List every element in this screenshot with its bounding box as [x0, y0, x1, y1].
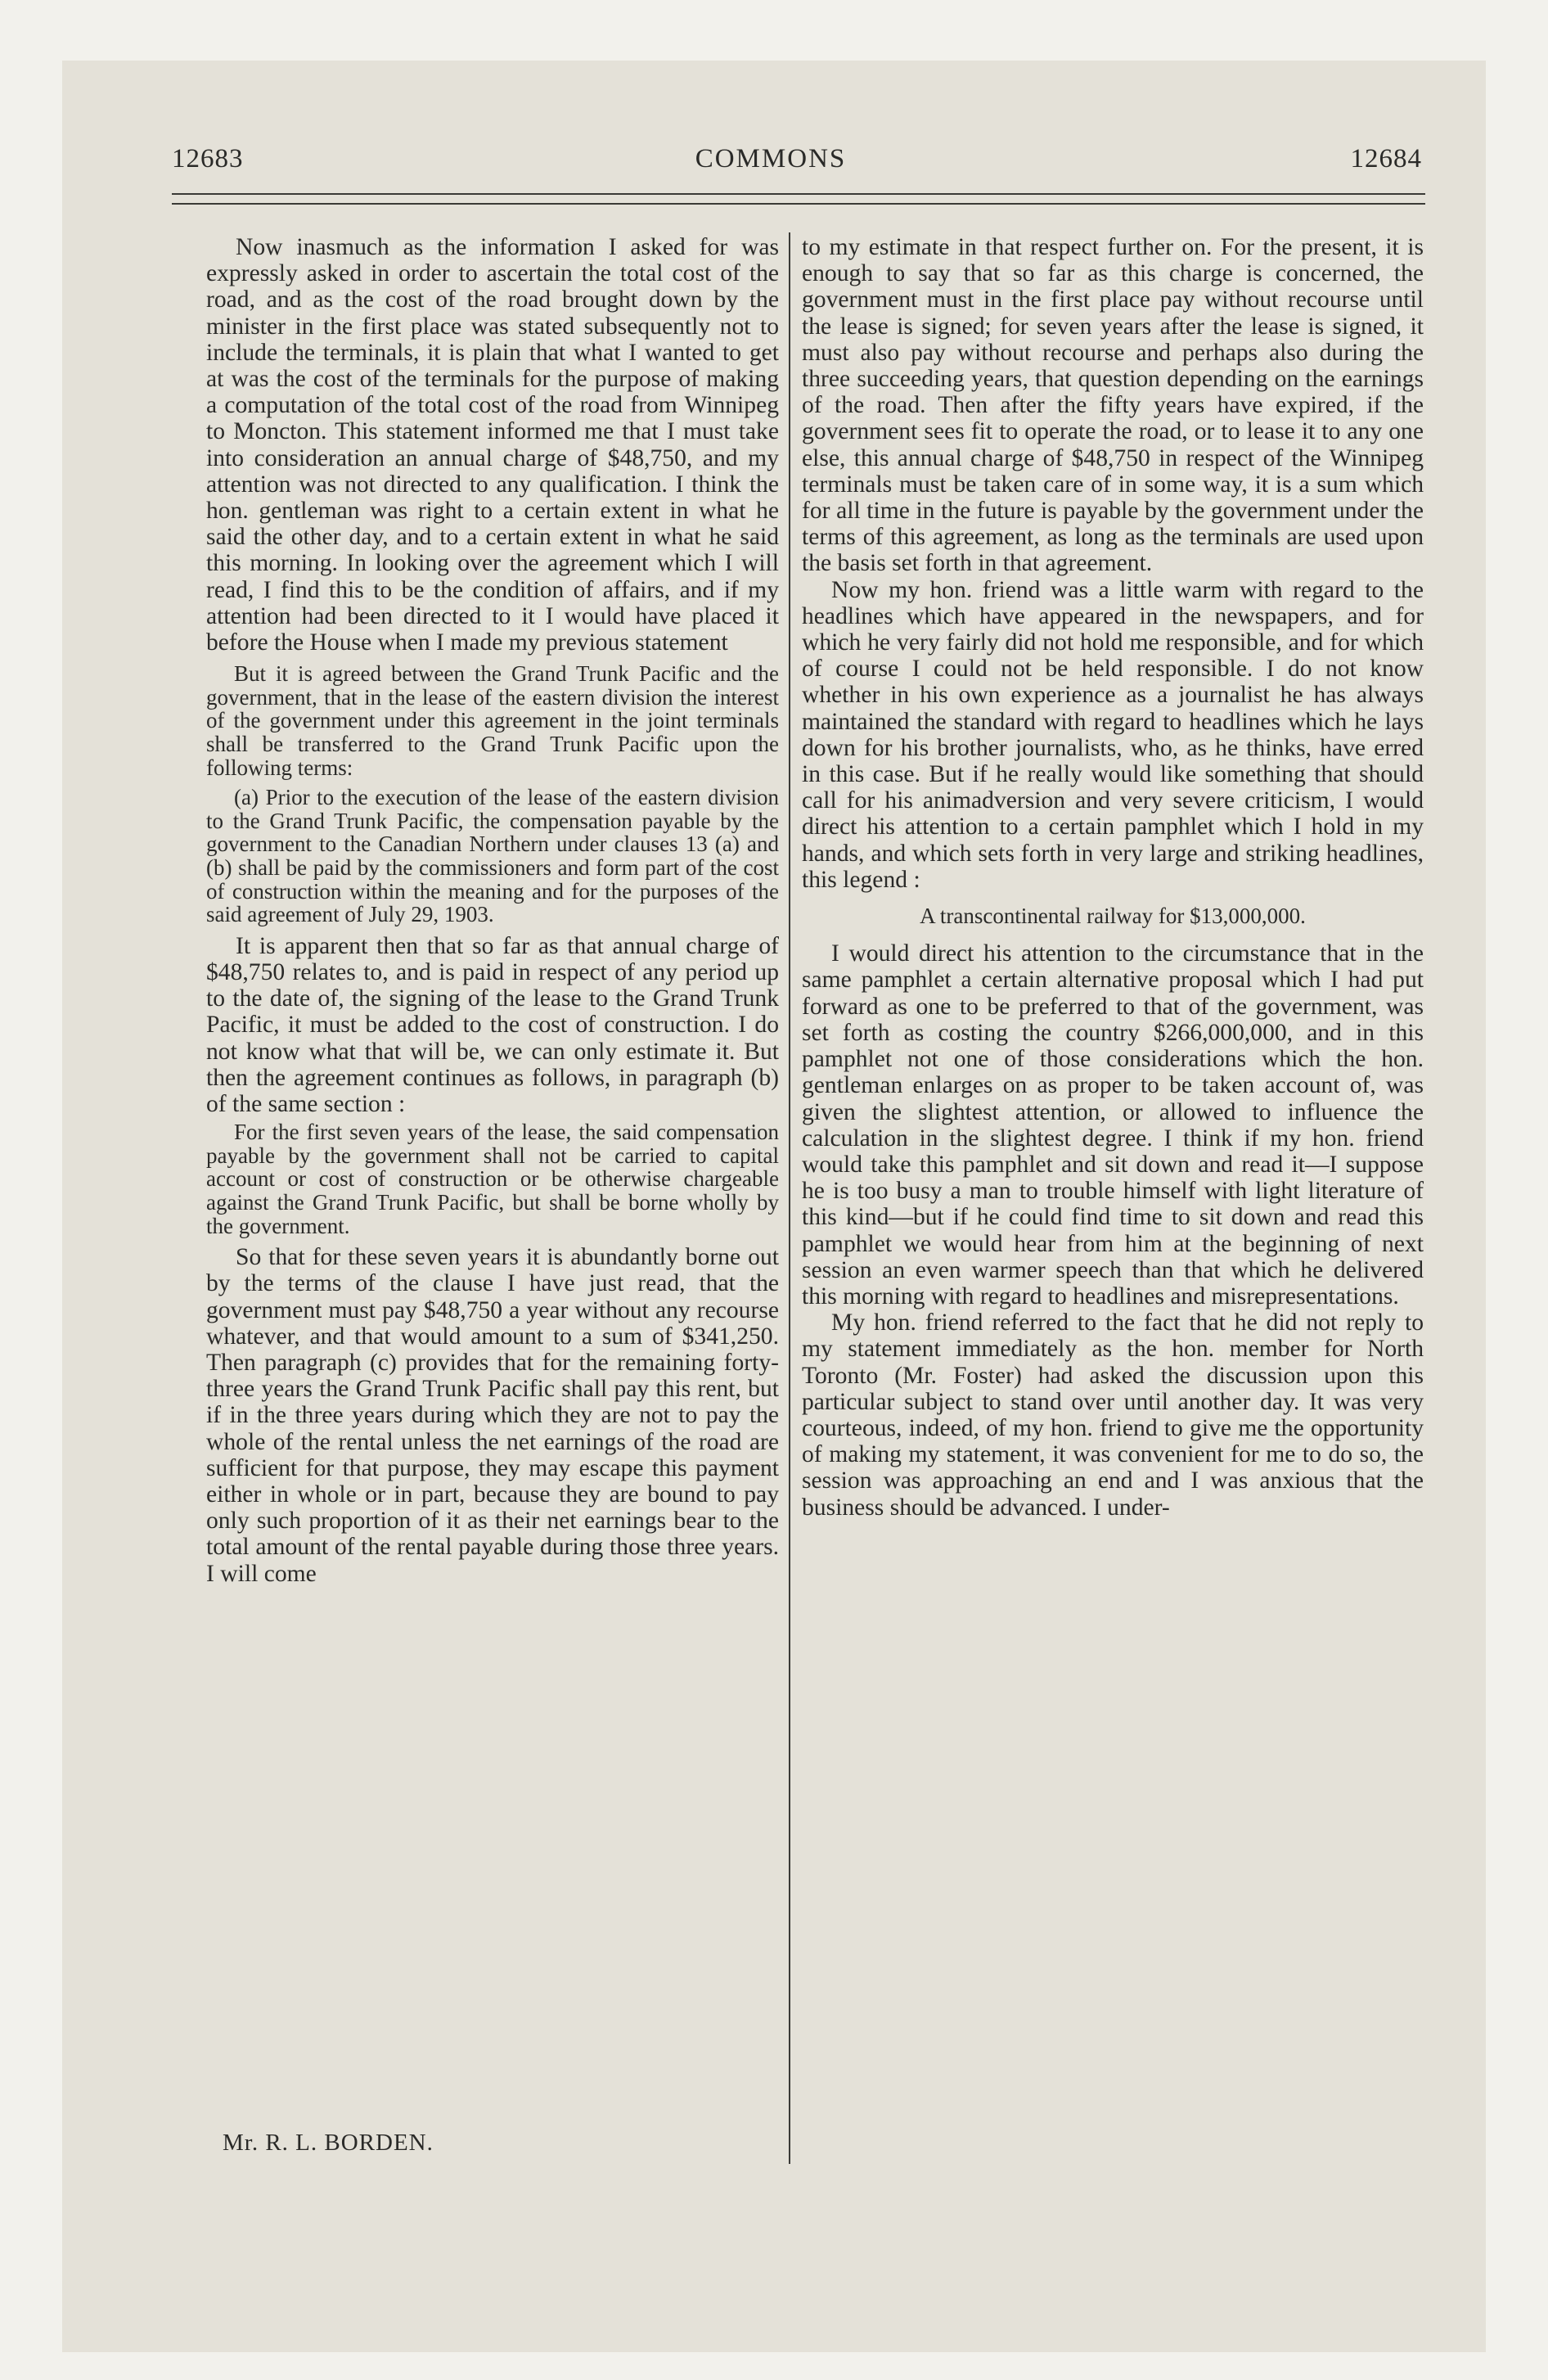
left-paragraph-3: So that for these seven years it is abundantly borne out by the terms of the clause I have just read, that the government must pay $48,750 a year without any recourse whatever, and that would amount to a sum of $341,250. Then paragraph (c) provides that for the remaining forty-three years the Grand Trunk Pacific shall pay this rent, but if in the three years during which they are not to pay the whole of the rental unless the net earnings of the road are sufficient for that purpose, they may escape this payment either in whole or in part, because they are bound to pay only such proportion of it as their net earnings bear to the total amount of the rental payable during those three years. I will come [206, 1244, 779, 1587]
left-quote-2: (a) Prior to the execution of the lease of the eastern division to the Grand Trunk Pacific, the compensation payable by the government to the Canadian Northern under clauses 13 (a) and (b) shall be paid by the commissioners and form part of the cost of construction within the meaning and for the purposes of the said agreement of July 29, 1903. [206, 785, 779, 927]
running-title: COMMONS [695, 144, 847, 174]
right-paragraph-4: My hon. friend referred to the fact that he did not reply to my statement immediately as the hon. member for North Toronto (Mr. Foster) had asked the discussion upon this particular subject to stand over until another day. It was very courteous, indeed, of my hon. friend to give me the opportunity of making my statement, it was convenient for me to do so, the session was approaching an end and I was anxious that the business should be advanced. I under- [802, 1309, 1424, 1521]
column-divider [789, 232, 790, 2164]
right-paragraph-2: Now my hon. friend was a little warm with regard to the headlines which have appeared in the newspapers, and for which he very fairly did not hold me responsible, and for which of course I could not be held responsible. I do not know whether in his own experience as a journalist he has always maintained the standard with regard to headlines which he lays down for his brother journalists, who, as he thinks, have erred in this case. But if he really would like something that should call for his animadversion and very severe criticism, I would direct his attention to a certain pamphlet which I hold in my hands, and which sets forth in very large and striking headlines, this legend : [802, 576, 1424, 893]
left-quote-1: But it is agreed between the Grand Trunk Pacific and the government, that in the lease of the eastern division the interest of the government under this agreement in the joint terminals shall be transferred to the Grand Trunk Pacific upon the following terms: [206, 661, 779, 780]
right-column [802, 234, 1424, 1521]
left-page-number: 12683 [172, 144, 244, 174]
left-quote-3: For the first seven years of the lease, the said compensation payable by the government shall not be carried to capital account or cost of construction or be otherwise chargeable against the Grand Trunk Pacific, but shall be borne wholly by the government. [206, 1120, 779, 1238]
left-paragraph-1: Now inasmuch as the information I asked for was expressly asked in order to ascertain the total cost of the road, and as the cost of the road brought down by the minister in the first place was stated subsequently not to include the terminals, it is plain that what I wanted to get at was the cost of the terminals for the purpose of making a computation of the total cost of the road from Winnipeg to Moncton. This statement informed me that I must take into consideration an annual charge of $48,750, and my attention was not directed to any qualification. I think the hon. gentleman was right to a certain extent in what he said the other day, and to a certain extent in what he said this morning. In looking over the agreement which I will read, I find this to be the condition of affairs, and if my attention had been directed to it I would have placed it before the House when I made my previous statement [206, 234, 779, 656]
page-header [108, 133, 1433, 174]
speaker-footer: Mr. R. L. BORDEN. [223, 2130, 434, 2156]
pamphlet-legend: A transcontinental railway for $13,000,000. [920, 904, 1306, 929]
left-paragraph-2: It is apparent then that so far as that annual charge of $48,750 relates to, and is paid in respect of any period up to the date of, the signing of the lease to the Grand Trunk Pacific, it must be added to the cost of construction. I do not know what that will be, we can only estimate it. But then the agreement continues as follows, in paragraph (b) of the same section : [206, 932, 779, 1117]
right-paragraph-1: to my estimate in that respect further on. For the present, it is enough to say that so far as this charge is concerned, the government must in the first place pay without recourse until the lease is signed; for seven years after the lease is signed, it must also pay without recourse and perhaps also during the three succeeding years, that question depending on the earnings of the road. Then after the fifty years have expired, if the government sees fit to operate the road, or to lease it to any one else, this annual charge of $48,750 in respect of the Winnipeg terminals must be taken care of in some way, it is a sum which for all time in the future is payable by the government under the terms of this agreement, as long as the terminals are used upon the basis set forth in that agreement. [802, 234, 1424, 577]
header-double-rule [172, 193, 1425, 205]
left-column [206, 234, 779, 1587]
right-page-number: 12684 [1350, 144, 1422, 174]
right-paragraph-3: I would direct his attention to the circumstance that in the same pamphlet a certain alternative proposal which I had put forward as one to be preferred to that of the government, was set forth as costing the country $266,000,000, and in this pamphlet not one of those considerations which the hon. gentleman enlarges on as proper to be taken account of, was given the slightest attention, or allowed to influence the calculation in the slightest degree. I think if my hon. friend would take this pamphlet and sit down and read it—I suppose he is too busy a man to trouble himself with light literature of this kind—but if he could find time to sit down and read this pamphlet we would hear from him at the beginning of next session an even warmer speech than that which he delivered this morning with regard to headlines and misrepresentations. [802, 940, 1424, 1309]
